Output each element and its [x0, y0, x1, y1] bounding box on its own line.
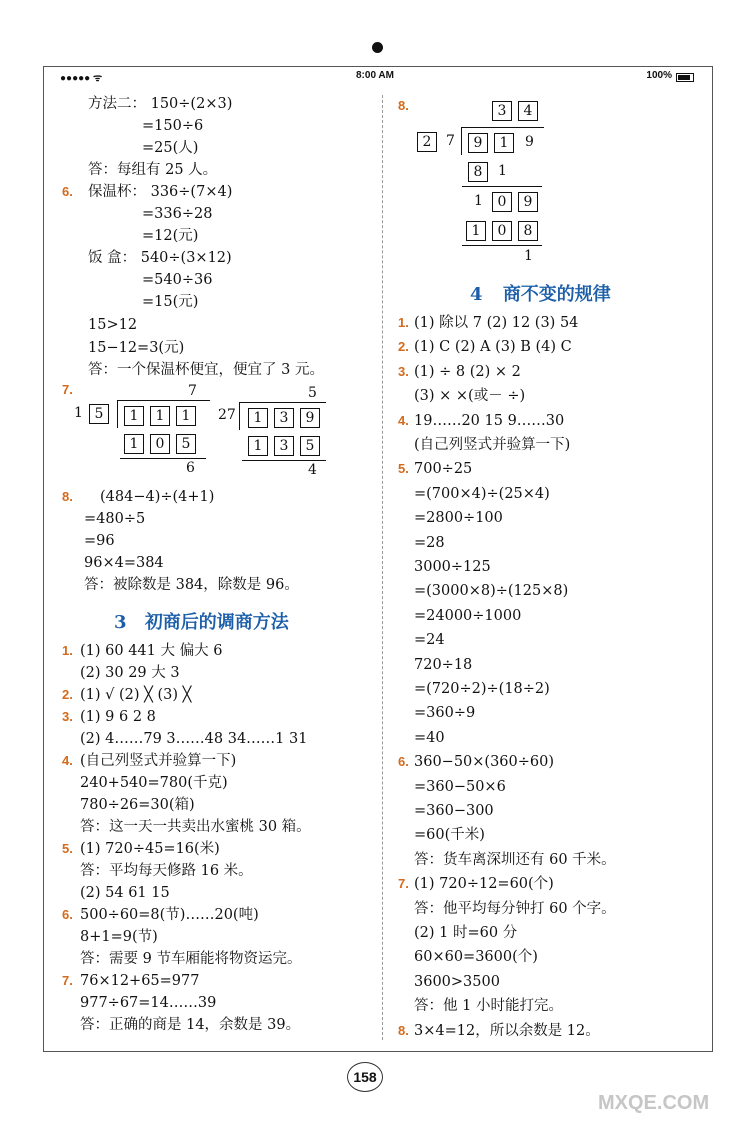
remainder-digit: 1	[524, 248, 533, 264]
answer-line: (1) √ (2) ╳ (3) ╳	[80, 687, 192, 703]
remainder-digit: 4	[308, 462, 317, 478]
battery-icon	[676, 73, 694, 82]
answer-line: (1) C (2) A (3) B (4) C	[414, 339, 572, 356]
answer-line: 8+1=9(节)	[80, 929, 158, 945]
dividend-box: 1	[150, 406, 170, 426]
answer-line: (2) 4……79 3……48 34……1 31	[80, 731, 308, 747]
answer-line: (1) 除以 7 (2) 12 (3) 54	[414, 315, 579, 331]
answer-line: (1) 720÷12=60(个)	[414, 876, 554, 893]
division-bracket	[239, 402, 240, 430]
subtraction-line	[462, 245, 542, 246]
division-bar	[240, 402, 326, 403]
remainder-digit: 1	[474, 193, 483, 209]
answer-line: 500÷60=8(节)……20(吨)	[80, 907, 259, 923]
dividend-box: 1	[124, 406, 144, 426]
camera-dot	[372, 42, 383, 53]
product-box: 8	[518, 221, 538, 241]
answer-line: (1) ÷ 8 (2) × 2	[414, 363, 521, 380]
item-number: 6.	[62, 184, 73, 199]
item-number: 7.	[398, 876, 409, 892]
left-line: =12(元)	[142, 228, 199, 244]
item-number: 4.	[62, 753, 73, 768]
quotient-box: 3	[492, 101, 512, 121]
left-line: 答：被除数是 384，除数是 96。	[84, 577, 299, 593]
answer-line: 答：他平均每分钟打 60 个字。	[414, 900, 616, 917]
answer-line: (1) 9 6 2 8	[80, 709, 156, 725]
product-box: 3	[274, 436, 294, 456]
section-title: 初商后的调商方法	[144, 612, 289, 633]
dividend-box: 1	[494, 133, 514, 153]
left-line: 15−12=3(元)	[88, 340, 185, 356]
answer-line: =(3000×8)÷(125×8)	[414, 583, 569, 600]
divisor-digit: 27	[218, 407, 236, 423]
subtraction-line	[462, 186, 542, 187]
answer-line: =28	[414, 534, 445, 551]
item-number: 8.	[398, 98, 409, 113]
answer-line: 3×4=12，所以余数是 12。	[414, 1022, 600, 1039]
item-number: 1.	[62, 643, 73, 658]
left-line: 饭 盒： 540÷(3×12)	[88, 250, 232, 266]
item-number: 8.	[62, 489, 73, 504]
product-box: 5	[300, 436, 320, 456]
quotient-digit: 5	[308, 385, 317, 401]
answer-line: (2) 54 61 15	[80, 885, 170, 901]
item-number: 1.	[398, 315, 409, 330]
divisor-digit: 1	[74, 405, 83, 421]
divisor-box: 5	[89, 404, 109, 424]
product-digit: 1	[498, 163, 507, 179]
left-line: =15(元)	[142, 294, 199, 310]
division-bracket	[117, 400, 118, 428]
answer-line: =360−50×6	[414, 778, 506, 795]
division-bracket	[461, 127, 462, 155]
answer-line: 240+540=780(千克)	[80, 775, 228, 791]
status-time: 8:00 AM	[356, 70, 394, 81]
answer-line: =360÷9	[414, 705, 476, 722]
product-box: 0	[492, 221, 512, 241]
left-line: 答：一个保温杯便宜，便宜了 3 元。	[88, 362, 324, 378]
product-box: 1	[466, 221, 486, 241]
section-title: 商不变的规律	[502, 284, 611, 305]
answer-line: 700÷25	[414, 461, 473, 478]
answer-line: (3) × ×(或－ ÷)	[414, 388, 526, 405]
answer-line: 答：这一天一共卖出水蜜桃 30 箱。	[80, 819, 311, 835]
quotient-digit: 7	[188, 383, 197, 399]
left-line: =480÷5	[84, 511, 146, 527]
item-number: 2.	[62, 687, 73, 702]
answer-line: 答：他 1 小时能打完。	[414, 998, 563, 1015]
division-bar	[118, 400, 210, 401]
answer-line: 答：正确的商是 14，余数是 39。	[80, 1017, 301, 1033]
item-number: 8.	[398, 1022, 409, 1038]
left-line: =336÷28	[142, 206, 213, 222]
subtraction-line	[242, 460, 326, 461]
answer-line: 76×12+65=977	[80, 973, 200, 989]
subtraction-line	[120, 458, 206, 459]
section-number: 4	[470, 284, 483, 305]
dividend-box: 9	[468, 133, 488, 153]
answer-line: =2800÷100	[414, 510, 503, 527]
answer-line: =60(千米)	[414, 827, 485, 844]
item-number: 3.	[398, 363, 409, 379]
item-number: 7.	[62, 382, 73, 397]
product-box: 1	[124, 434, 144, 454]
left-line: 方法二： 150÷(2×3)	[88, 96, 233, 112]
answer-line: 答：平均每天修路 16 米。	[80, 863, 253, 879]
answer-line: 答：需要 9 节车厢能将物资运完。	[80, 951, 302, 967]
item-number: 2.	[398, 339, 409, 355]
answer-line: 19……20 15 9……30	[414, 412, 565, 429]
quotient-box: 4	[518, 101, 538, 121]
dividend-digit: 9	[525, 134, 534, 150]
answer-line: 720÷18	[414, 656, 473, 673]
watermark-logo: MXQE.COM	[598, 1092, 710, 1114]
answer-line: 60×60=3600(个)	[414, 949, 538, 966]
section-number: 3	[114, 612, 127, 633]
answer-line: =(700×4)÷(25×4)	[414, 485, 550, 502]
answer-line: (2) 1 时=60 分	[414, 925, 518, 941]
product-box: 0	[150, 434, 170, 454]
item-number: 5.	[62, 841, 73, 856]
answer-line: 3000÷125	[414, 559, 491, 575]
answer-line: =24	[414, 632, 445, 649]
left-line: =540÷36	[142, 272, 213, 288]
remainder-box: 9	[518, 192, 538, 212]
answer-line: (2) 30 29 大 3	[80, 665, 180, 681]
remainder-digit: 6	[186, 460, 195, 476]
item-number: 7.	[62, 973, 73, 988]
item-number: 4.	[398, 412, 409, 428]
answer-line: 360−50×(360÷60)	[414, 754, 555, 771]
signal-wifi-icon: ●●●●● ᯤ	[60, 73, 103, 84]
section-heading-4	[470, 280, 611, 306]
item-number: 5.	[398, 461, 409, 477]
answer-line: 780÷26=30(箱)	[80, 797, 195, 813]
column-divider	[382, 95, 383, 1040]
left-line: 96×4=384	[84, 555, 164, 571]
dividend-box: 1	[248, 408, 268, 428]
dividend-box: 1	[176, 406, 196, 426]
answer-line: (1) 60 441 大 偏大 6	[80, 643, 223, 659]
left-line: =96	[84, 533, 115, 549]
section-heading-3	[114, 608, 289, 634]
page-number: 158	[347, 1062, 383, 1092]
product-box: 8	[468, 162, 488, 182]
answer-line: =40	[414, 729, 445, 746]
left-line: =150÷6	[142, 118, 204, 134]
answer-line: (1) 720÷45=16(米)	[80, 841, 220, 857]
left-line: (484−4)÷(4+1)	[100, 489, 215, 505]
battery-percent: 100%	[646, 70, 672, 81]
item-number: 6.	[398, 754, 409, 770]
left-line: 保温杯： 336÷(7×4)	[88, 184, 233, 200]
divisor-digit: 7	[446, 133, 455, 149]
divisor-box: 2	[417, 132, 437, 152]
status-bar	[44, 68, 712, 86]
answer-line: (自己列竖式并验算一下)	[414, 437, 571, 453]
item-number: 6.	[62, 907, 73, 922]
item-number: 3.	[62, 709, 73, 724]
product-box: 1	[248, 436, 268, 456]
division-bar	[462, 127, 544, 128]
answer-line: (自己列竖式并验算一下)	[80, 753, 237, 769]
product-box: 5	[176, 434, 196, 454]
answer-line: =360−300	[414, 803, 494, 819]
answer-line: =(720÷2)÷(18÷2)	[414, 681, 550, 697]
left-line: 15>12	[88, 317, 138, 333]
dividend-box: 3	[274, 408, 294, 428]
remainder-box: 0	[492, 192, 512, 212]
left-line: =25(人)	[142, 140, 199, 156]
answer-line: 977÷67=14……39	[80, 995, 217, 1011]
dividend-box: 9	[300, 408, 320, 428]
left-line: 答：每组有 25 人。	[88, 162, 218, 178]
answer-line: 3600>3500	[414, 973, 500, 990]
answer-line: =24000÷1000	[414, 607, 522, 624]
answer-line: 答：货车离深圳还有 60 千米。	[414, 851, 616, 868]
